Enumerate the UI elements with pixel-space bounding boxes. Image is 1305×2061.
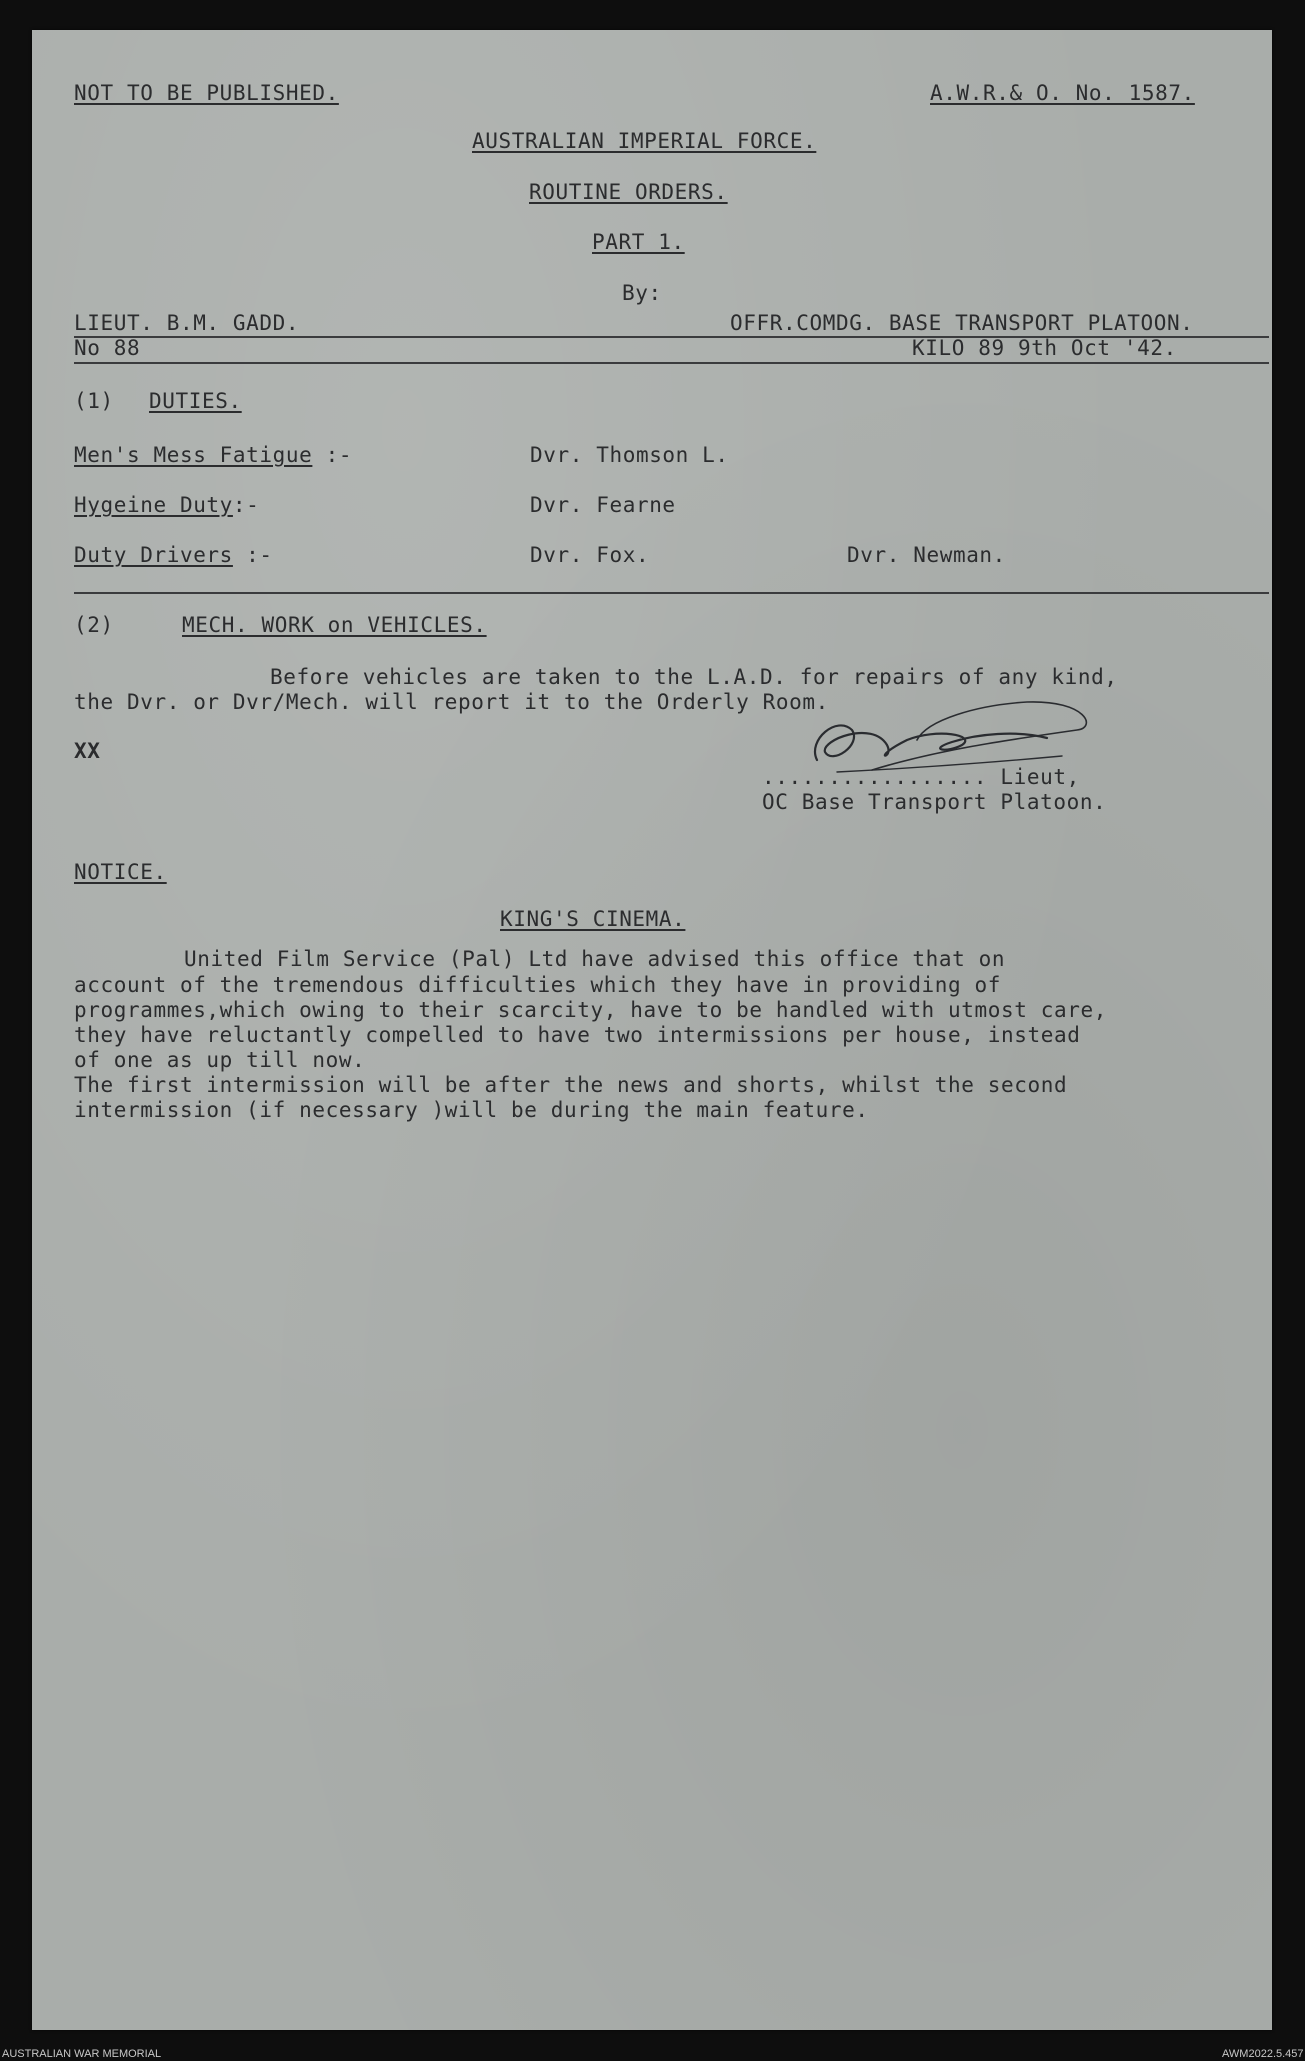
mech-line: Before vehicles are taken to the L.A.D. for repairs of any kind, — [270, 665, 1118, 689]
order-no: No 88 — [74, 336, 141, 360]
notice-line: account of the tremendous difficulties which they have in providing of — [74, 973, 1002, 997]
notice-line: they have reluctantly compelled to have two intermissions per house, instead — [74, 1023, 1081, 1047]
duty-row-label: Men's Mess Fatigue :- — [74, 443, 353, 467]
force-title: AUSTRALIAN IMPERIAL FORCE. — [472, 129, 817, 153]
header-rule-bottom — [74, 362, 1269, 364]
mech-number: (2) — [74, 613, 114, 637]
footer-accession: AWM2022.5.457 — [1222, 2048, 1304, 2060]
not-to-be-published: NOT TO BE PUBLISHED. — [74, 81, 339, 105]
by-label: By: — [622, 281, 662, 305]
duties-heading: DUTIES. — [149, 389, 242, 413]
duty-row-name: Dvr. Fearne — [530, 493, 676, 517]
mech-heading: MECH. WORK on VEHICLES. — [182, 613, 487, 637]
section-divider — [74, 592, 1269, 594]
notice-line: programmes,which owing to their scarcity, have to be handled with utmost care, — [74, 998, 1107, 1022]
notice-line: of one as up till now. — [74, 1048, 366, 1072]
signature-line: ................. Lieut, — [762, 765, 1080, 789]
duty-row-name: Dvr. Thomson L. — [530, 443, 729, 467]
duty-row-label: Duty Drivers :- — [74, 543, 273, 567]
notice-heading: NOTICE. — [74, 860, 167, 884]
part-title: PART 1. — [592, 230, 685, 254]
notice-line: The first intermission will be after the news and shorts, whilst the second — [74, 1073, 1068, 1097]
officer-name: LIEUT. B.M. GADD. — [74, 311, 300, 335]
duty-row-label: Hygeine Duty:- — [74, 493, 260, 517]
duty-row-name: Dvr. Fox. — [530, 543, 650, 567]
order-number: A.W.R.& O. No. 1587. — [930, 81, 1195, 105]
duties-number: (1) — [74, 389, 114, 413]
officer-command: OFFR.COMDG. BASE TRANSPORT PLATOON. — [730, 311, 1194, 335]
signature-title: OC Base Transport Platoon. — [762, 790, 1107, 814]
document-page — [32, 30, 1272, 2030]
footer-credit: AUSTRALIAN WAR MEMORIAL — [2, 2048, 162, 2060]
notice-line: intermission (if necessary )will be during the main feature. — [74, 1098, 869, 1122]
mech-line: the Dvr. or Dvr/Mech. will report it to the Orderly Room. — [74, 690, 829, 714]
notice-line: United Film Service (Pal) Ltd have advised this office that on — [184, 947, 1006, 971]
orders-title: ROUTINE ORDERS. — [529, 180, 728, 204]
struck-out-text: XX — [74, 739, 101, 763]
duty-row-name: Dvr. Newman. — [847, 543, 1006, 567]
location-date: KILO 89 9th Oct '42. — [912, 336, 1177, 360]
notice-title: KING'S CINEMA. — [500, 907, 686, 931]
